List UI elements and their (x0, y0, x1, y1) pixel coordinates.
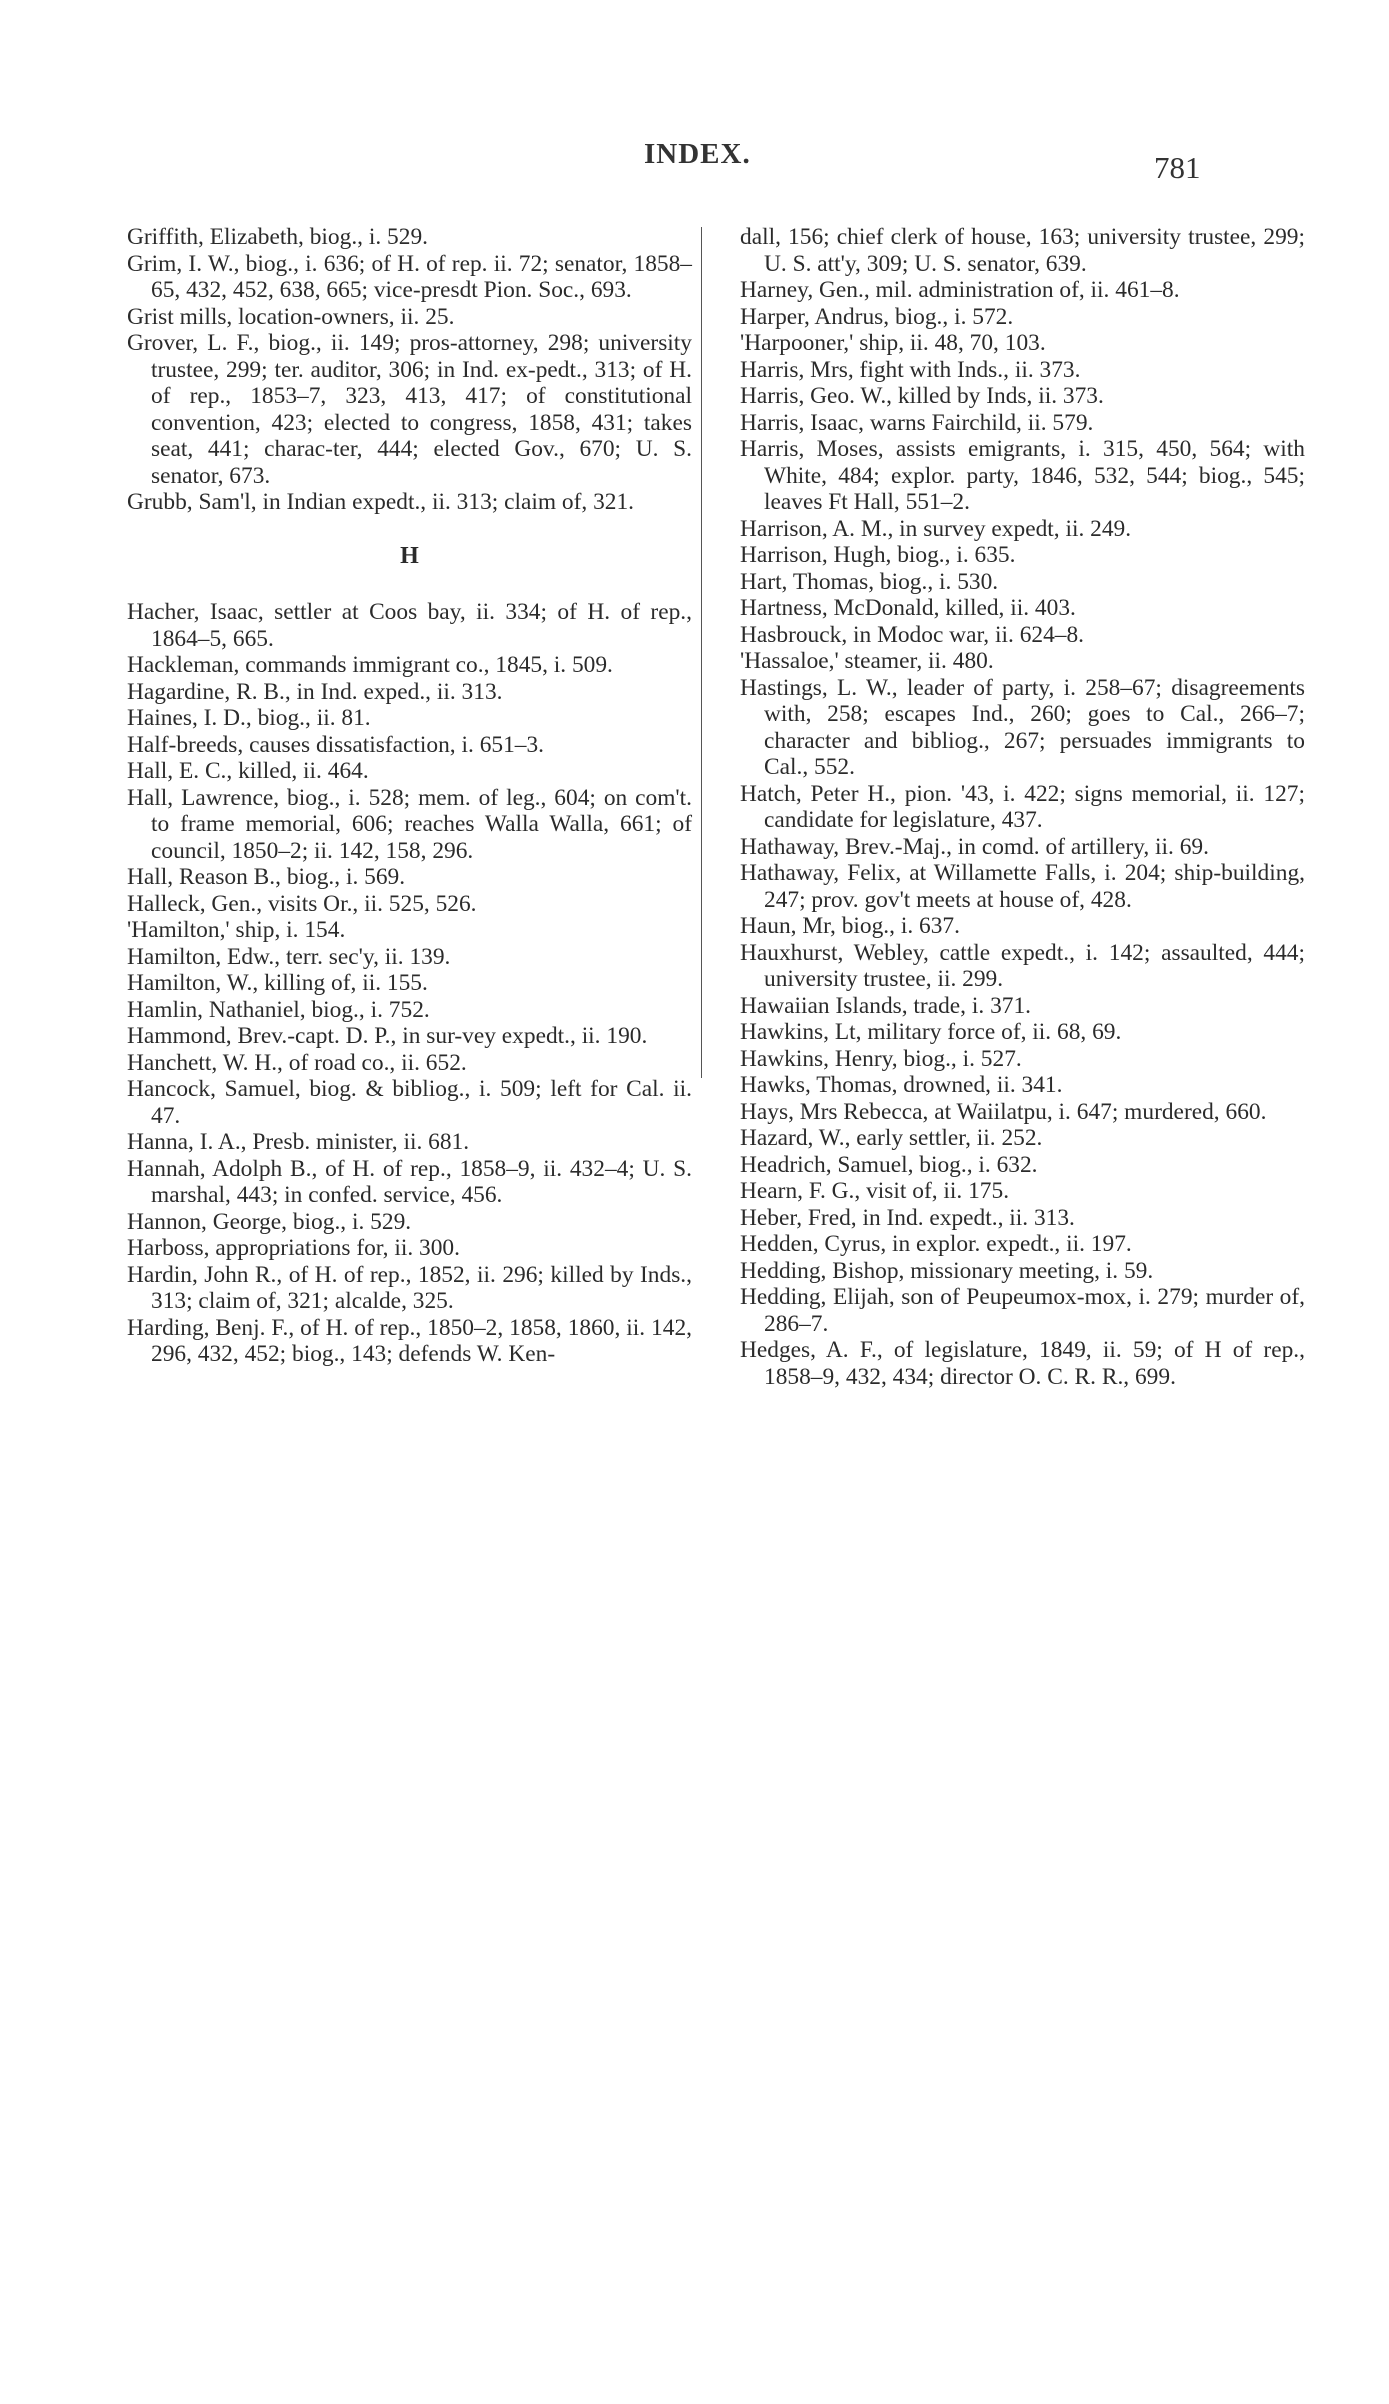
index-entry: Hanna, I. A., Presb. minister, ii. 681. (127, 1129, 470, 1155)
index-entry: Hedges, A. F., of legislature, 1849, ii. 59; of H of rep., 1858–9, 432, 434; director O. C. R. R., 699. (740, 1337, 1305, 1390)
index-entry: Hawaiian Islands, trade, i. 371. (740, 992, 1032, 1019)
index-entry: Hatch, Peter H., pion. '43, i. 422; signs memorial, ii. 127; candidate for legislature, 437. (740, 780, 1305, 833)
index-entry: Hathaway, Felix, at Willamette Falls, i. 204; ship-building, 247; prov. gov't meets at house of, 428. (740, 860, 1305, 913)
index-entry: Hackleman, commands immigrant co., 1845, i. 509. (127, 652, 613, 678)
running-title: INDEX. (644, 138, 751, 170)
index-entry: Hamilton, Edw., terr. sec'y, ii. 139. (127, 943, 451, 970)
index-entry: Hearn, F. G., visit of, ii. 175. (740, 1178, 1010, 1204)
index-entry: Hardin, John R., of H. of rep., 1852, ii. 296; killed by Inds., 313; claim of, 321; alcalde, 325. (127, 1261, 692, 1314)
index-entry: Hawkins, Henry, biog., i. 527. (740, 1045, 1022, 1072)
index-entry: Harboss, appropriations for, ii. 300. (127, 1235, 460, 1261)
index-entry: Hancock, Samuel, biog. & bibliog., i. 509; left for Cal. ii. 47. (127, 1076, 692, 1129)
index-entry: Harrison, Hugh, biog., i. 635. (740, 542, 1016, 568)
index-entry: Harding, Benj. F., of H. of rep., 1850–2, 1858, 1860, ii. 142, 296, 432, 452; biog., 143; defends W. Ken- (127, 1314, 692, 1367)
index-entry: Hawkins, Lt, military force of, ii. 68, 69. (740, 1019, 1122, 1045)
index-entry: Haines, I. D., biog., ii. 81. (127, 705, 371, 731)
index-entry: Harper, Andrus, biog., i. 572. (740, 303, 1014, 330)
index-entry: Hathaway, Brev.-Maj., in comd. of artillery, ii. 69. (740, 833, 1209, 860)
index-entry: Grubb, Sam'l, in Indian expedt., ii. 313; claim of, 321. (127, 489, 635, 515)
index-entry: Grist mills, location-owners, ii. 25. (127, 303, 455, 330)
index-entry: Harris, Mrs, fight with Inds., ii. 373. (740, 356, 1081, 383)
index-entry: Hannon, George, biog., i. 529. (127, 1208, 412, 1235)
index-entry: 'Hassaloe,' steamer, ii. 480. (740, 648, 994, 674)
index-entry: Hannah, Adolph B., of H. of rep., 1858–9, ii. 432–4; U. S. marshal, 443; in confed. service, 456. (127, 1155, 692, 1208)
index-entry: 'Harpooner,' ship, ii. 48, 70, 103. (740, 330, 1046, 356)
index-entry: Hauxhurst, Webley, cattle expedt., i. 142; assaulted, 444; university trustee, ii. 299. (740, 939, 1305, 992)
index-entry: Half-breeds, causes dissatisfaction, i. 651–3. (127, 731, 545, 758)
index-entry: Hawks, Thomas, drowned, ii. 341. (740, 1072, 1063, 1098)
index-entry: Haun, Mr, biog., i. 637. (740, 913, 960, 939)
section-letter: H (400, 542, 419, 569)
index-entry: Hart, Thomas, biog., i. 530. (740, 568, 999, 595)
index-entry: Grover, L. F., biog., ii. 149; pros-attorney, 298; university trustee, 299; ter. auditor, 306; in Ind. ex-pedt., 313; of H. of rep., 1853–7, 323, 413, 417; of constitutional convention, 423; elected to congress, 1858, 431; takes seat, 441; charac-ter, 444; elected Gov., 670; U. S. senator, 673. (127, 330, 692, 489)
index-entry: Headrich, Samuel, biog., i. 632. (740, 1151, 1038, 1178)
index-entry: Hamlin, Nathaniel, biog., i. 752. (127, 996, 430, 1023)
index-entry: Hazard, W., early settler, ii. 252. (740, 1125, 1043, 1151)
index-entry: Hall, Lawrence, biog., i. 528; mem. of leg., 604; on com't. to frame memorial, 606; reaches Walla Walla, 661; of council, 1850–2; ii. 142, 158, 296. (127, 784, 692, 864)
right-column (740, 224, 1305, 1390)
running-head (0, 138, 1389, 185)
index-entry: Heber, Fred, in Ind. expedt., ii. 313. (740, 1204, 1075, 1231)
index-entry: Harney, Gen., mil. administration of, ii. 461–8. (740, 277, 1180, 303)
index-entry: Hagardine, R. B., in Ind. exped., ii. 313. (127, 678, 503, 705)
index-entry: Harris, Geo. W., killed by Inds, ii. 373. (740, 383, 1104, 409)
index-entry: Hacher, Isaac, settler at Coos bay, ii. 334; of H. of rep., 1864–5, 665. (127, 599, 692, 652)
index-entry: Halleck, Gen., visits Or., ii. 525, 526. (127, 890, 477, 917)
index-entry: Harrison, A. M., in survey expedt, ii. 249. (740, 515, 1132, 542)
column-divider (701, 227, 702, 1078)
index-entry: Hall, Reason B., biog., i. 569. (127, 864, 406, 890)
index-entry: Hammond, Brev.-capt. D. P., in sur-vey expedt., ii. 190. (127, 1023, 648, 1049)
index-entry: Harris, Isaac, warns Fairchild, ii. 579. (740, 409, 1094, 436)
index-entry: Grim, I. W., biog., i. 636; of H. of rep. ii. 72; senator, 1858–65, 432, 452, 638, 665; vice-presdt Pion. Soc., 693. (127, 250, 692, 303)
index-entry: Griffith, Elizabeth, biog., i. 529. (127, 224, 428, 250)
index-entry: Hastings, L. W., leader of party, i. 258–67; disagreements with, 258; escapes Ind., 260; goes to Cal., 266–7; character and bibliog., 267; persuades immigrants to Cal., 552. (740, 674, 1305, 780)
page-number: 781 (1154, 150, 1201, 185)
left-column (127, 224, 692, 1368)
index-entry: Hedding, Elijah, son of Peupeumox-mox, i. 279; murder of, 286–7. (740, 1284, 1305, 1337)
index-entry: 'Hamilton,' ship, i. 154. (127, 917, 346, 943)
index-entry: dall, 156; chief clerk of house, 163; university trustee, 299; U. S. att'y, 309; U. S. senator, 639. (740, 224, 1305, 277)
index-entry: Hanchett, W. H., of road co., ii. 652. (127, 1049, 467, 1076)
index-entry: Harris, Moses, assists emigrants, i. 315, 450, 564; with White, 484; explor. party, 1846, 532, 544; biog., 545; leaves Ft Hall, 551–2. (740, 436, 1305, 515)
index-entry: Hartness, McDonald, killed, ii. 403. (740, 595, 1076, 621)
index-entry: Hays, Mrs Rebecca, at Waiilatpu, i. 647; murdered, 660. (740, 1098, 1267, 1125)
index-entry: Hasbrouck, in Modoc war, ii. 624–8. (740, 621, 1085, 648)
index-entry: Hedden, Cyrus, in explor. expedt., ii. 197. (740, 1231, 1132, 1257)
index-entry: Hall, E. C., killed, ii. 464. (127, 758, 369, 784)
index-entry: Hedding, Bishop, missionary meeting, i. 59. (740, 1257, 1154, 1284)
index-entry: Hamilton, W., killing of, ii. 155. (127, 970, 428, 996)
